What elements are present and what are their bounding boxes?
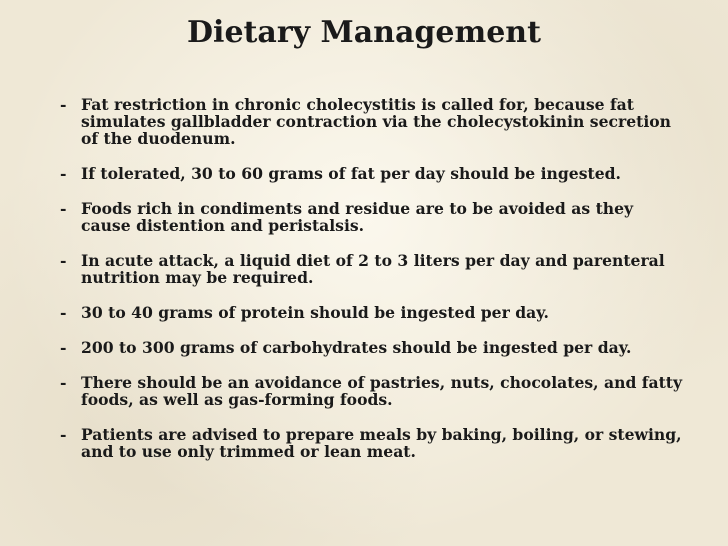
bullet-marker: - — [60, 199, 67, 218]
bullet-marker: - — [60, 425, 67, 444]
bullet-text: In acute attack, a liquid diet of 2 to 3 liters per day and parenteral nutrition may be required. — [81, 251, 665, 287]
bullet-item — [60, 426, 688, 460]
bullet-marker: - — [60, 373, 67, 392]
bullet-item — [60, 96, 688, 147]
bullet-text: 30 to 40 grams of protein should be ingested per day. — [81, 303, 549, 322]
bullet-text: Patients are advised to prepare meals by baking, boiling, or stewing, and to use only trimmed or lean meat. — [81, 425, 682, 461]
bullet-list — [60, 96, 688, 460]
bullet-marker: - — [60, 164, 67, 183]
bullet-marker: - — [60, 338, 67, 357]
bullet-text: Fat restriction in chronic cholecystitis is called for, because fat simulates gallbladder contraction via the cholecystokinin secretion of the duodenum. — [81, 95, 671, 148]
bullet-text: Foods rich in condiments and residue are to be avoided as they cause distention and peristalsis. — [81, 199, 634, 235]
bullet-text: 200 to 300 grams of carbohydrates should be ingested per day. — [81, 338, 632, 357]
slide-title: Dietary Management — [187, 15, 541, 50]
bullet-item — [60, 200, 688, 234]
bullet-item — [60, 165, 688, 182]
bullet-marker: - — [60, 251, 67, 270]
bullet-text: There should be an avoidance of pastries, nuts, chocolates, and fatty foods, as well as gas-forming foods. — [81, 373, 683, 409]
bullet-text: If tolerated, 30 to 60 grams of fat per day should be ingested. — [81, 164, 621, 183]
bullet-item — [60, 304, 688, 321]
bullet-marker: - — [60, 95, 67, 114]
bullet-item — [60, 339, 688, 356]
bullet-item — [60, 374, 688, 408]
bullet-item — [60, 252, 688, 286]
bullet-marker: - — [60, 303, 67, 322]
